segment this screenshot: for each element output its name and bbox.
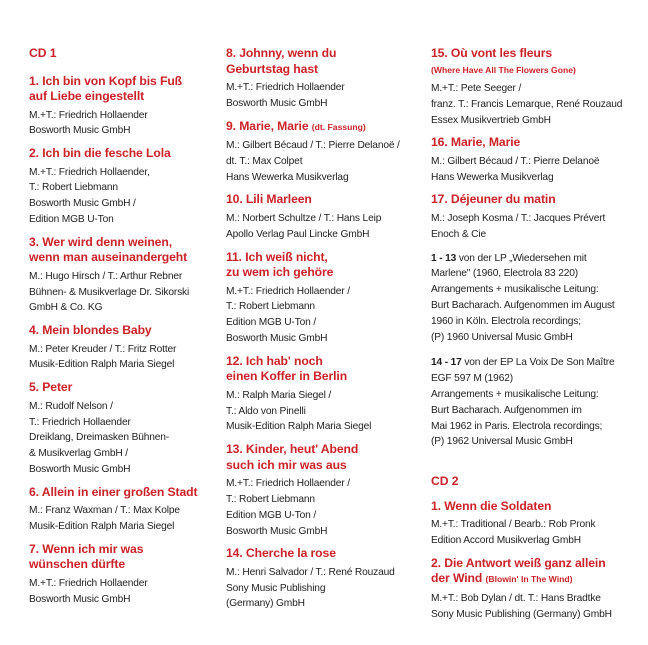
publisher-line: Edition MGB U-Ton / xyxy=(226,317,317,329)
credit-line: M.+T.: Traditional / Bearb.: Rob Pronk xyxy=(431,519,596,531)
publisher-line: Bosworth Music GmbH xyxy=(226,97,328,109)
publisher-line: & Musikverlag GmbH / xyxy=(29,448,128,460)
publisher-line: Bosworth Music GmbH xyxy=(29,125,131,137)
track-15 xyxy=(431,46,637,128)
track-title: 8. Johnny, wenn du Geburtstag hast xyxy=(226,46,337,76)
cd2-track-1 xyxy=(431,499,637,549)
track-title: 15. Où vont les fleurs (Where Have All The Flowers Gone) xyxy=(431,46,576,75)
cd2-heading: CD 2 xyxy=(431,474,459,489)
track-9 xyxy=(226,119,422,186)
track-title: 6. Allein in einer großen Stadt xyxy=(29,484,198,499)
note-line: Mai 1962 in Paris. Electrola recordings; xyxy=(431,420,603,432)
column-1 xyxy=(29,46,219,614)
publisher-line: Apollo Verlag Paul Lincke GmbH xyxy=(226,228,370,240)
credit-line: M.+T.: Friedrich Hollaender, xyxy=(29,166,150,178)
publisher-line: Essex Musikvertrieb GmbH xyxy=(431,114,551,126)
column-2 xyxy=(226,46,422,619)
publisher-line: Sony Music Publishing (Germany) GmbH xyxy=(431,608,612,620)
credit-line: T.: Aldo von Pinelli xyxy=(226,405,306,417)
credit-line: M.+T.: Friedrich Hollaender / xyxy=(226,478,350,490)
credit-line: M.: Joseph Kosma / T.: Jacques Prévert xyxy=(431,212,606,224)
publisher-line: Bosworth Music GmbH xyxy=(226,332,328,344)
track-subtitle: (Where Have All The Flowers Gone) xyxy=(431,64,576,75)
credit-line: M.: Peter Kreuder / T.: Fritz Rotter xyxy=(29,343,177,355)
track-title: 10. Lili Marleen xyxy=(226,192,312,207)
publisher-line: Musik-Edition Ralph Maria Siegel xyxy=(29,359,175,371)
credit-line: T.: Robert Liebmann xyxy=(226,493,315,505)
publisher-line: (Germany) GmbH xyxy=(226,598,305,610)
credit-line: M.: Franz Waxman / T.: Max Kolpe xyxy=(29,505,180,517)
track-title: 13. Kinder, heut' Abend such ich mir was aus xyxy=(226,442,359,472)
publisher-line: Edition MGB U-Ton / xyxy=(226,509,317,521)
track-5 xyxy=(29,380,219,477)
credit-line: M.: Norbert Schultze / T.: Hans Leip xyxy=(226,212,382,224)
track-title: 3. Wer wird denn weinen, wenn man auseinandergeht xyxy=(29,234,188,265)
column-3 xyxy=(431,46,637,629)
track-title: 16. Marie, Marie xyxy=(431,135,521,150)
track-14 xyxy=(226,546,422,612)
track-title: 1. Wenn die Soldaten xyxy=(431,498,552,513)
credit-line: M.: Gilbert Bécaud / T.: Pierre Delanoë / xyxy=(226,140,400,152)
credit-line: T.: Robert Liebmann xyxy=(226,301,315,313)
credit-line: M.: Ralph Maria Siegel / xyxy=(226,389,332,401)
track-subtitle: (dt. Fassung) xyxy=(311,121,366,132)
track-3 xyxy=(29,235,219,316)
note-line: Arrangements + musikalische Leitung: xyxy=(431,284,599,296)
track-range: 14 - 17 xyxy=(431,357,462,369)
credit-line: M.+T.: Friedrich Hollaender xyxy=(226,82,345,93)
track-11 xyxy=(226,250,422,347)
publisher-line: Edition MGB U-Ton xyxy=(29,213,114,225)
publisher-line: Bosworth Music GmbH xyxy=(29,593,131,605)
track-title: 4. Mein blondes Baby xyxy=(29,323,152,338)
note-line: (P) 1962 Universal Music GmbH xyxy=(431,436,573,448)
publisher-line: Sony Music Publishing xyxy=(226,582,326,594)
note-line: 1 - 13 von der LP „Wiedersehen mit xyxy=(431,252,587,264)
credit-line: M.: Henri Salvador / T.: René Rouzaud xyxy=(226,566,395,578)
track-8 xyxy=(226,46,422,112)
track-17 xyxy=(431,192,637,242)
publisher-line: Bosworth Music GmbH xyxy=(226,525,328,537)
credit-line: franz. T.: Francis Lemarque, René Rouzaud xyxy=(431,98,623,110)
track-6 xyxy=(29,485,219,535)
publisher-line: Musik-Edition Ralph Maria Siegel xyxy=(226,421,372,433)
credit-line: M.: Rudolf Nelson / xyxy=(29,400,113,412)
credit-line: M.+T.: Friedrich Hollaender / xyxy=(226,285,350,297)
track-title: 7. Wenn ich mir was wünschen dürfte xyxy=(29,541,144,572)
credit-line: M.+T.: Pete Seeger / xyxy=(431,83,522,94)
credit-line: M.: Gilbert Bécaud / T.: Pierre Delanoë xyxy=(431,155,600,167)
publisher-line: Bosworth Music GmbH / xyxy=(29,198,136,210)
track-16 xyxy=(431,135,637,185)
cd1-heading: CD 1 xyxy=(29,46,57,60)
track-2 xyxy=(29,146,219,228)
note-line: EGF 597 M (1962) xyxy=(431,373,513,385)
publisher-line: Edition Accord Musikverlag GmbH xyxy=(431,534,581,546)
credit-line: M.+T.: Bob Dylan / dt. T.: Hans Bradtke xyxy=(431,592,601,604)
credit-line: T.: Robert Liebmann xyxy=(29,182,118,194)
recording-note-2 xyxy=(431,355,637,450)
track-title: 2. Die Antwort weiß ganz allein der Wind (Blowin' In The Wind) xyxy=(431,555,606,586)
note-line: Burt Bacharach. Aufgenommen im August xyxy=(431,299,615,311)
track-13 xyxy=(226,442,422,539)
note-line: 1960 in Köln. Electrola recordings; xyxy=(431,315,581,327)
publisher-line: Musik-Edition Ralph Maria Siegel xyxy=(29,521,175,533)
credit-line: dt. T.: Max Colpet xyxy=(226,155,303,167)
credit-line: M.+T.: Friedrich Hollaender xyxy=(29,577,148,589)
publisher-line: Hans Wewerka Musikverlag xyxy=(431,171,554,183)
track-4 xyxy=(29,323,219,373)
credit-line: M.: Hugo Hirsch / T.: Arthur Rebner xyxy=(29,270,183,282)
track-title: 14. Cherche la rose xyxy=(226,546,336,561)
track-title: 9. Marie, Marie (dt. Fassung) xyxy=(226,118,366,133)
note-line: Burt Bacharach. Aufgenommen im xyxy=(431,404,582,416)
publisher-line: GmbH & Co. KG xyxy=(29,302,103,314)
track-subtitle: (Blowin' In The Wind) xyxy=(485,574,573,585)
track-1 xyxy=(29,74,219,140)
track-title: 1. Ich bin von Kopf bis Fuß auf Liebe eingestellt xyxy=(29,73,183,103)
track-title: 2. Ich bin die fesche Lola xyxy=(29,146,171,161)
track-10 xyxy=(226,192,422,242)
track-title: 11. Ich weiß nicht, zu wem ich gehöre xyxy=(226,249,334,280)
publisher-line: Hans Wewerka Musikverlag xyxy=(226,171,349,183)
note-line: Arrangements + musikalische Leitung: xyxy=(431,388,599,400)
publisher-line: Bosworth Music GmbH xyxy=(29,463,131,475)
credit-line: M.+T.: Friedrich Hollaender xyxy=(29,109,148,121)
publisher-line: Bühnen- & Musikverlage Dr. Sikorski xyxy=(29,286,190,298)
track-title: 17. Déjeuner du matin xyxy=(431,192,556,207)
recording-note-1 xyxy=(431,251,637,346)
note-line: (P) 1960 Universal Music GmbH xyxy=(431,331,573,343)
track-range: 1 - 13 xyxy=(431,252,457,264)
note-line: Marlene" (1960, Electrola 83 220) xyxy=(431,268,579,280)
track-12 xyxy=(226,354,422,435)
publisher-line: Dreiklang, Dreimasken Bühnen- xyxy=(29,432,170,444)
track-title: 12. Ich hab' noch einen Koffer in Berlin xyxy=(226,353,348,384)
track-7 xyxy=(29,542,219,608)
note-line: 14 - 17 von der EP La Voix De Son Maître xyxy=(431,357,615,369)
track-title: 5. Peter xyxy=(29,380,73,395)
cd2-track-2 xyxy=(431,556,637,623)
publisher-line: Enoch & Cie xyxy=(431,228,486,240)
credit-line: T.: Friedrich Hollaender xyxy=(29,416,131,428)
